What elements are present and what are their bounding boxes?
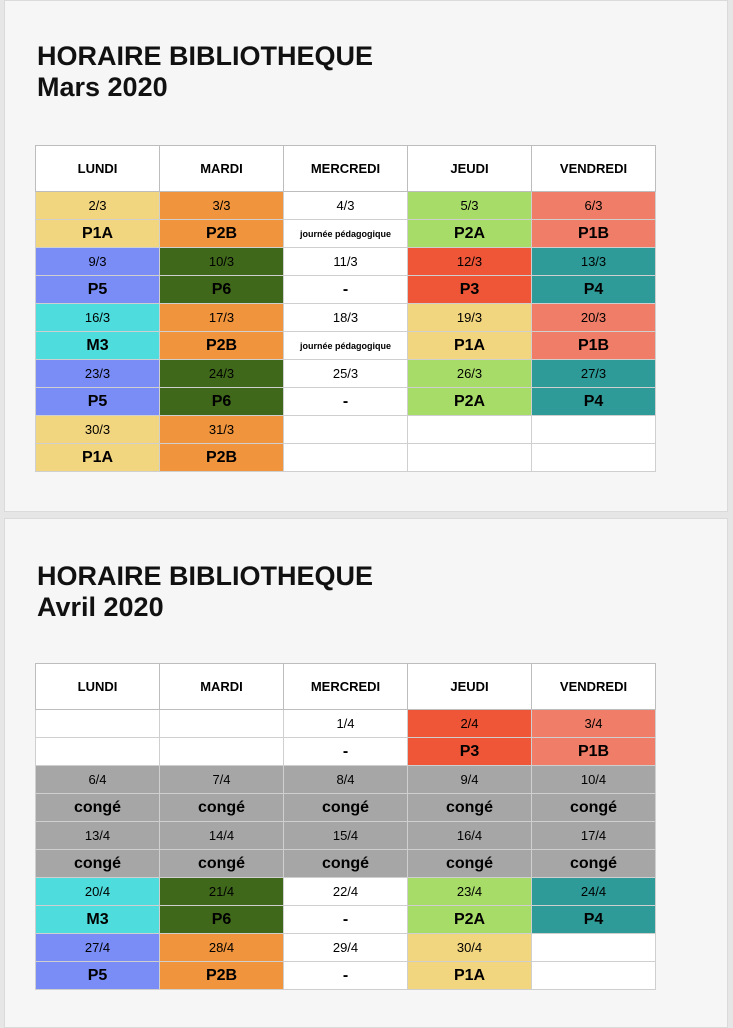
date-cell: 18/3 <box>284 304 408 332</box>
date-row <box>36 878 656 906</box>
day-header-jeudi: JEUDI <box>408 664 532 710</box>
date-cell: 28/4 <box>160 934 284 962</box>
class-row <box>36 444 656 472</box>
class-row <box>36 332 656 360</box>
date-cell <box>160 710 284 738</box>
class-cell: congé <box>160 850 284 878</box>
class-cell: congé <box>284 794 408 822</box>
date-cell: 27/4 <box>36 934 160 962</box>
class-cell: P2B <box>160 332 284 360</box>
date-row <box>36 248 656 276</box>
class-cell: P2B <box>160 220 284 248</box>
date-cell: 23/3 <box>36 360 160 388</box>
date-cell: 27/3 <box>532 360 656 388</box>
day-header-vendredi: VENDREDI <box>532 664 656 710</box>
date-cell: 24/4 <box>532 878 656 906</box>
date-cell: 17/4 <box>532 822 656 850</box>
class-cell: M3 <box>36 906 160 934</box>
date-cell: 4/3 <box>284 192 408 220</box>
class-cell: P4 <box>532 906 656 934</box>
class-cell: P2A <box>408 388 532 416</box>
date-cell <box>408 416 532 444</box>
day-header-mercredi: MERCREDI <box>284 664 408 710</box>
class-cell: P5 <box>36 962 160 990</box>
date-cell: 6/4 <box>36 766 160 794</box>
class-cell: P2A <box>408 906 532 934</box>
page-title <box>37 41 373 103</box>
class-cell <box>532 444 656 472</box>
date-cell: 21/4 <box>160 878 284 906</box>
date-cell: 2/4 <box>408 710 532 738</box>
date-cell: 31/3 <box>160 416 284 444</box>
class-row <box>36 794 656 822</box>
date-row <box>36 934 656 962</box>
day-header-mardi: MARDI <box>160 146 284 192</box>
day-header-lundi: LUNDI <box>36 146 160 192</box>
schedule-table <box>35 145 656 472</box>
class-cell: - <box>284 906 408 934</box>
schedule-table <box>35 663 656 990</box>
date-cell: 30/3 <box>36 416 160 444</box>
date-cell: 23/4 <box>408 878 532 906</box>
date-cell: 20/4 <box>36 878 160 906</box>
class-row <box>36 906 656 934</box>
date-cell <box>36 710 160 738</box>
class-cell: P6 <box>160 388 284 416</box>
day-header-mardi: MARDI <box>160 664 284 710</box>
class-cell: congé <box>532 794 656 822</box>
header-row <box>36 146 656 192</box>
class-cell: P5 <box>36 388 160 416</box>
class-cell: congé <box>408 850 532 878</box>
class-cell: P1A <box>408 332 532 360</box>
class-cell: P1A <box>36 444 160 472</box>
month-subtitle: Mars 2020 <box>37 72 168 102</box>
date-row <box>36 416 656 444</box>
date-cell: 3/4 <box>532 710 656 738</box>
date-cell <box>532 934 656 962</box>
class-row <box>36 738 656 766</box>
date-cell: 10/3 <box>160 248 284 276</box>
header-row <box>36 664 656 710</box>
date-cell: 25/3 <box>284 360 408 388</box>
date-cell: 14/4 <box>160 822 284 850</box>
date-cell: 17/3 <box>160 304 284 332</box>
day-header-lundi: LUNDI <box>36 664 160 710</box>
date-cell: 3/3 <box>160 192 284 220</box>
class-cell: P1A <box>408 962 532 990</box>
class-cell: journée pédagogique <box>284 220 408 248</box>
class-cell <box>408 444 532 472</box>
class-cell: congé <box>36 794 160 822</box>
date-cell: 29/4 <box>284 934 408 962</box>
class-cell: congé <box>36 850 160 878</box>
date-cell: 8/4 <box>284 766 408 794</box>
class-cell: P6 <box>160 276 284 304</box>
title-line: HORAIRE BIBLIOTHEQUE <box>37 41 374 71</box>
date-cell: 26/3 <box>408 360 532 388</box>
date-cell: 2/3 <box>36 192 160 220</box>
class-row <box>36 962 656 990</box>
class-cell <box>284 444 408 472</box>
date-cell: 22/4 <box>284 878 408 906</box>
date-cell: 30/4 <box>408 934 532 962</box>
date-cell: 16/4 <box>408 822 532 850</box>
date-row <box>36 822 656 850</box>
date-cell: 6/3 <box>532 192 656 220</box>
schedule-page-april <box>4 518 728 1028</box>
class-cell: - <box>284 738 408 766</box>
date-cell: 9/4 <box>408 766 532 794</box>
day-header-mercredi: MERCREDI <box>284 146 408 192</box>
date-row <box>36 192 656 220</box>
class-cell: P6 <box>160 906 284 934</box>
class-cell: congé <box>284 850 408 878</box>
date-cell: 19/3 <box>408 304 532 332</box>
class-row <box>36 388 656 416</box>
class-cell: - <box>284 962 408 990</box>
date-cell: 20/3 <box>532 304 656 332</box>
class-cell <box>36 738 160 766</box>
date-cell <box>284 416 408 444</box>
date-cell: 7/4 <box>160 766 284 794</box>
class-cell: journée pédagogique <box>284 332 408 360</box>
date-cell: 11/3 <box>284 248 408 276</box>
date-cell: 5/3 <box>408 192 532 220</box>
class-cell: P4 <box>532 388 656 416</box>
class-cell: congé <box>408 794 532 822</box>
class-cell: P1B <box>532 332 656 360</box>
class-row <box>36 220 656 248</box>
class-cell: M3 <box>36 332 160 360</box>
class-cell <box>160 738 284 766</box>
date-cell: 13/4 <box>36 822 160 850</box>
date-cell: 9/3 <box>36 248 160 276</box>
date-row <box>36 766 656 794</box>
title-line: HORAIRE BIBLIOTHEQUE <box>37 561 374 591</box>
class-row <box>36 276 656 304</box>
date-row <box>36 304 656 332</box>
month-subtitle: Avril 2020 <box>37 592 164 622</box>
class-cell: P1B <box>532 738 656 766</box>
schedule-page-march <box>4 0 728 512</box>
class-cell: P1A <box>36 220 160 248</box>
date-cell: 12/3 <box>408 248 532 276</box>
date-cell: 1/4 <box>284 710 408 738</box>
class-cell: P3 <box>408 738 532 766</box>
class-cell <box>532 962 656 990</box>
day-header-jeudi: JEUDI <box>408 146 532 192</box>
date-cell: 15/4 <box>284 822 408 850</box>
class-cell: - <box>284 388 408 416</box>
class-cell: P3 <box>408 276 532 304</box>
class-cell: P4 <box>532 276 656 304</box>
class-cell: P2A <box>408 220 532 248</box>
class-cell: congé <box>532 850 656 878</box>
class-cell: P1B <box>532 220 656 248</box>
day-header-vendredi: VENDREDI <box>532 146 656 192</box>
date-row <box>36 360 656 388</box>
class-row <box>36 850 656 878</box>
class-cell: - <box>284 276 408 304</box>
date-cell <box>532 416 656 444</box>
class-cell: P2B <box>160 444 284 472</box>
date-cell: 24/3 <box>160 360 284 388</box>
date-cell: 13/3 <box>532 248 656 276</box>
date-cell: 16/3 <box>36 304 160 332</box>
class-cell: congé <box>160 794 284 822</box>
date-row <box>36 710 656 738</box>
date-cell: 10/4 <box>532 766 656 794</box>
class-cell: P5 <box>36 276 160 304</box>
page-title <box>37 561 373 623</box>
class-cell: P2B <box>160 962 284 990</box>
